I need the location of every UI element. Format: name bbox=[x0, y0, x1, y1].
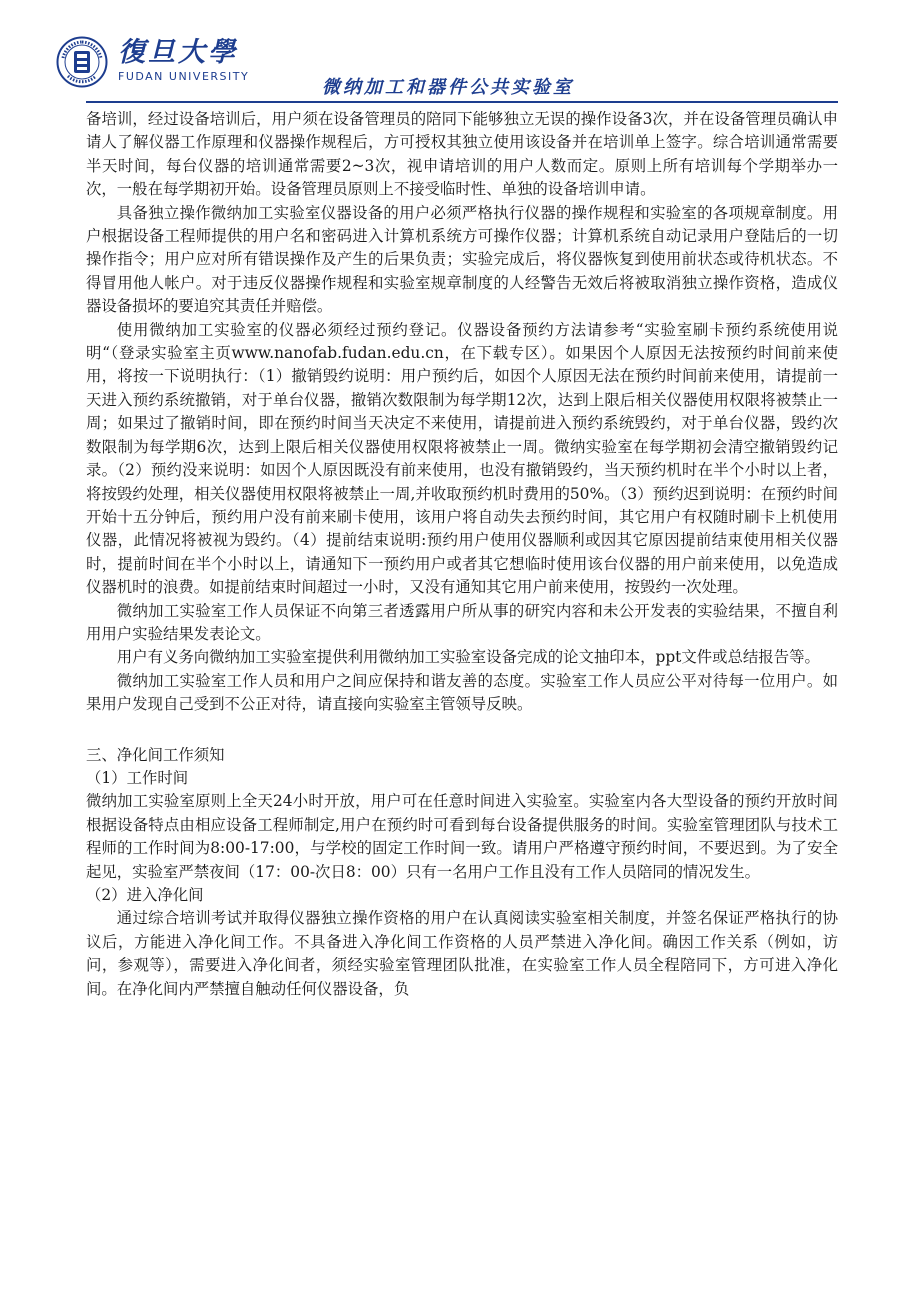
paragraph-attitude: 微纳加工实验室工作人员和用户之间应保持和谐友善的态度。实验室工作人员应公平对待每一位用户。如果用户发现自己受到不公正对待，请直接向实验室主管领导反映。 bbox=[86, 671, 838, 714]
header-divider bbox=[86, 101, 838, 103]
lab-name: 微纳加工和器件公共实验室 bbox=[322, 77, 574, 98]
section-spacer bbox=[86, 717, 838, 744]
document-body bbox=[86, 108, 838, 1001]
page-header bbox=[0, 0, 920, 104]
paragraph-publications: 用户有义务向微纳加工实验室提供利用微纳加工实验室设备完成的论文抽印本，ppt文件或总结报告等。 bbox=[116, 648, 820, 667]
subheading-enter-cleanroom: （2）进入净化间 bbox=[86, 886, 204, 904]
section-heading-cleanroom: 三、净化间工作须知 bbox=[86, 745, 225, 764]
paragraph-enter-cleanroom: 通过综合培训考试并取得仪器独立操作资格的用户在认真阅读实验室相关制度，并签名保证严格执行的协议后，方能进入净化间工作。不具备进入净化间工作资格的人员严禁进入净化间。确因工作关系（例如，访问，参观等），需要进入净化间者，须经实验室管理团队批准，在实验室工作人员全程陪同下，方可进入净化间。在净化间内严禁擅自触动任何仪器设备，负 bbox=[86, 909, 838, 998]
paragraph-confidentiality: 微纳加工实验室工作人员保证不向第三者透露用户所从事的研究内容和未公开发表的实验结果，不擅自利用用户实验结果发表论文。 bbox=[86, 601, 838, 643]
paragraph-working-hours: 微纳加工实验室原则上全天24小时开放，用户可在任意时间进入实验室。实验室内各大型设备的预约开放时间根据设备特点由相应设备工程师制定,用户在预约时可看到每台设备提供服务的时间。实验室管理团队与技术工程师的工作时间为8:00-17:00，与学校的固定工作时间一致。请用户严格遵守预约时间，不要迟到。为了安全起见，实验室严禁夜间（17：00-次日8：00）只有一名用户工作且没有工作人员陪同的情况发生。 bbox=[86, 792, 838, 881]
fudan-seal-icon bbox=[56, 36, 108, 88]
university-name-en: FUDAN UNIVERSITY bbox=[118, 70, 250, 83]
paragraph-operation-rules: 具备独立操作微纳加工实验室仪器设备的用户必须严格执行仪器的操作规程和实验室的各项规章制度。用户根据设备工程师提供的用户名和密码进入计算机系统方可操作仪器；计算机系统自动记录用户登陆后的一切操作指令；用户应对所有错误操作及产生的后果负责；实验完成后，将仪器恢复到使用前状态或待机状态。不得冒用他人帐户。对于违反仪器操作规程和实验室规章制度的人经警告无效后将被取消独立操作资格，造成仪器设备损坏的要追究其责任并赔偿。 bbox=[86, 203, 838, 316]
paragraph-reservation: 使用微纳加工实验室的仪器必须经过预约登记。仪器设备预约方法请参考“实验室刷卡预约系统使用说明“（登录实验室主页www.nanofab.fudan.edu.cn，在下载专区）。如果因个人原因无法按预约时间前来使用，将按一下说明执行：（1）撤销毁约说明：用户预约后，如因个人原因无法在预约时间前来使用，请提前一天进入预约系统撤销，对于单台仪器，撤销次数限制为每学期12次，达到上限后相关仪器使用权限将被禁止一周；如果过了撤销时间，即在预约时间当天决定不来使用，请提前进入预约系统毁约，对于单台仪器，毁约次数限制为每学期6次，达到上限后相关仪器使用权限将被禁止一周。微纳实验室在每学期初会清空撤销毁约记录。（2）预约没来说明：如因个人原因既没有前来使用，也没有撤销毁约，当天预约机时在半个小时以上者，将按毁约处理，相关仪器使用权限将被禁止一周,并收取预约机时费用的50%。（3）预约迟到说明：在预约时间开始十五分钟后，预约用户没有前来刷卡使用，该用户将自动失去预约时间，其它用户有权随时刷卡上机使用仪器，此情况将被视为毁约。（4）提前结束说明:预约用户使用仪器顺利或因其它原因提前结束使用相关仪器时，提前时间在半个小时以上，请通知下一预约用户或者其它想临时使用该台仪器的用户前来使用，以免造成仪器机时的浪费。如提前结束时间超过一小时，又没有通知其它用户前来使用，按毁约一次处理。 bbox=[86, 320, 838, 597]
subheading-working-hours: （1）工作时间 bbox=[86, 768, 189, 787]
paragraph-training: 备培训，经过设备培训后，用户须在设备管理员的陪同下能够独立无误的操作设备3次，并在设备管理员确认申请人了解仪器工作原理和仪器操作规程后，方可授权其独立使用该设备并在培训单上签字。综合培训通常需要半天时间，每台仪器的培训通常需要2~3次，视申请培训的用户人数而定。原则上所有培训每个学期举办一次，一般在每学期初开始。设备管理员原则上不接受临时性、单独的设备培训申请。 bbox=[86, 110, 838, 199]
university-name-cn: 復旦大學 bbox=[118, 37, 238, 68]
